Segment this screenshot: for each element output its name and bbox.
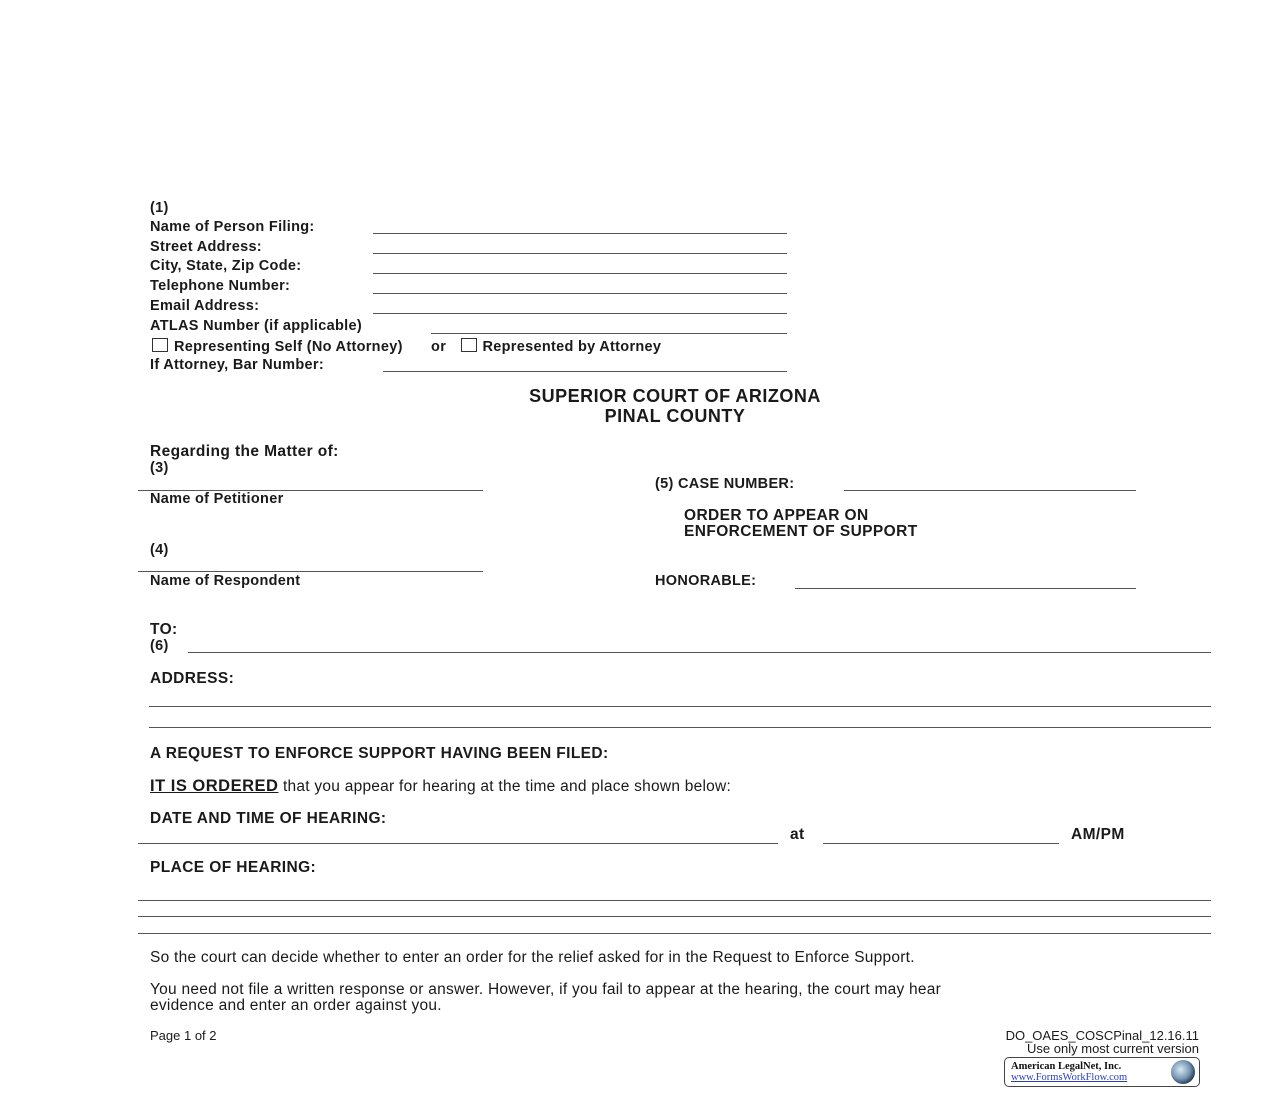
to-field[interactable]: [188, 652, 1211, 653]
or-label: or: [431, 339, 447, 355]
name-of-person-filing-field[interactable]: [373, 233, 787, 234]
atlas-number-label: ATLAS Number (if applicable): [150, 318, 362, 334]
representing-self-checkbox[interactable]: [152, 338, 168, 352]
bar-number-field[interactable]: [383, 371, 787, 372]
honorable-field[interactable]: [795, 588, 1136, 589]
matter-heading: Regarding the Matter of:: [150, 443, 339, 460]
paragraph-no-response-line1: You need not file a written response or answer. However, if you fail to appear at the hearing, the court may hear: [150, 981, 942, 998]
represented-by-attorney-checkbox[interactable]: [461, 338, 477, 352]
respondent-label: Name of Respondent: [150, 573, 301, 589]
address-label: ADDRESS:: [150, 670, 235, 687]
telephone-number-label: Telephone Number:: [150, 278, 291, 294]
street-address-label: Street Address:: [150, 239, 262, 255]
date-time-label: DATE AND TIME OF HEARING:: [150, 810, 387, 827]
city-state-zip-label: City, State, Zip Code:: [150, 258, 302, 274]
bar-number-label: If Attorney, Bar Number:: [150, 357, 324, 373]
petitioner-number: (3): [150, 460, 169, 476]
representing-self-label: Representing Self (No Attorney): [174, 339, 403, 355]
paragraph-court-decide: So the court can decide whether to enter an order for the relief asked for in the Request to Enforce Support.: [150, 949, 915, 966]
globe-icon: [1171, 1060, 1195, 1084]
it-is-ordered-sentence: [150, 777, 731, 796]
address-line-2-field[interactable]: [149, 727, 1211, 728]
telephone-number-field[interactable]: [373, 293, 787, 294]
email-address-field[interactable]: [373, 313, 787, 314]
respondent-number: (4): [150, 542, 169, 558]
logo-company-name: American LegalNet, Inc.: [1011, 1061, 1122, 1072]
to-label: TO:: [150, 621, 178, 638]
it-is-ordered-emphasis: IT IS ORDERED: [150, 777, 279, 795]
section-1-number: (1): [150, 200, 169, 216]
name-of-person-filing-label: Name of Person Filing:: [150, 219, 315, 235]
place-line-3-field[interactable]: [138, 933, 1211, 934]
ampm-label: AM/PM: [1071, 826, 1125, 843]
honorable-label: HONORABLE:: [655, 573, 757, 589]
hearing-date-field[interactable]: [138, 843, 778, 844]
paragraph-no-response-line2: evidence and enter an order against you.: [150, 997, 442, 1014]
at-label: at: [790, 826, 805, 843]
atlas-number-field[interactable]: [431, 333, 787, 334]
respondent-name-field[interactable]: [138, 571, 483, 572]
version-note: Use only most current version: [1027, 1041, 1199, 1056]
place-line-2-field[interactable]: [138, 916, 1211, 917]
form-code: DO_OAES_COSCPinal_12.16.11: [1005, 1028, 1199, 1043]
city-state-zip-field[interactable]: [373, 273, 787, 274]
represented-by-attorney-label: Represented by Attorney: [482, 339, 662, 355]
american-legalnet-logo[interactable]: [1004, 1057, 1200, 1087]
petitioner-label: Name of Petitioner: [150, 491, 284, 507]
case-number-field[interactable]: [844, 490, 1136, 491]
document-title-line2: ENFORCEMENT OF SUPPORT: [684, 523, 918, 540]
representation-row: [152, 338, 661, 355]
document-title-line1: ORDER TO APPEAR ON: [684, 507, 869, 524]
it-is-ordered-text: that you appear for hearing at the time and place shown below:: [278, 778, 732, 795]
request-heading: A REQUEST TO ENFORCE SUPPORT HAVING BEEN FILED:: [150, 745, 609, 762]
page-number: Page 1 of 2: [150, 1028, 217, 1043]
court-title-line1: SUPERIOR COURT OF ARIZONA: [529, 386, 821, 406]
court-title-line2: PINAL COUNTY: [604, 406, 746, 426]
hearing-time-field[interactable]: [823, 843, 1059, 844]
case-number-label: (5) CASE NUMBER:: [655, 476, 795, 492]
logo-url-link[interactable]: www.FormsWorkFlow.com: [1011, 1072, 1128, 1083]
street-address-field[interactable]: [373, 253, 787, 254]
to-number: (6): [150, 638, 169, 654]
place-line-1-field[interactable]: [138, 900, 1211, 901]
address-line-1-field[interactable]: [149, 706, 1211, 707]
email-address-label: Email Address:: [150, 298, 260, 314]
place-label: PLACE OF HEARING:: [150, 859, 317, 876]
